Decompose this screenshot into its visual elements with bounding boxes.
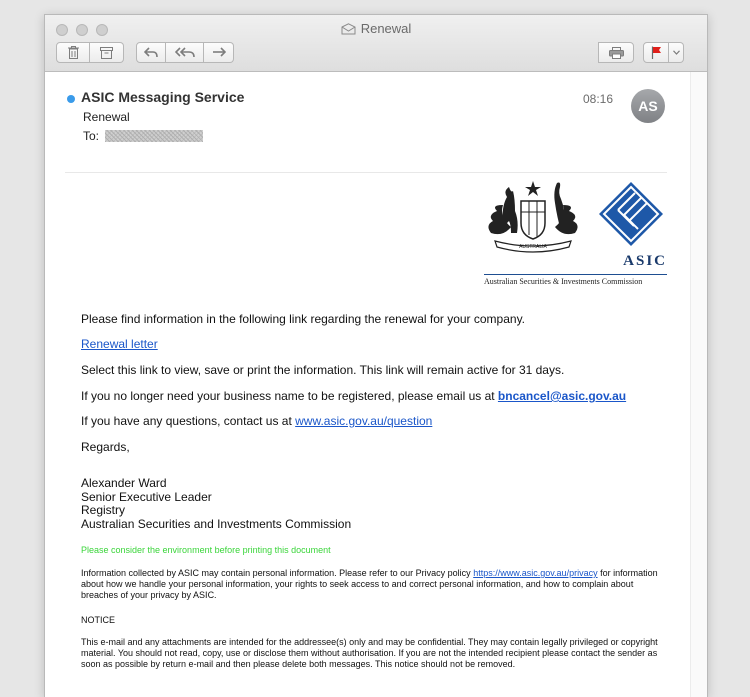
to-row xyxy=(83,129,203,143)
cancel-email-link[interactable]: bncancel@asic.gov.au xyxy=(497,389,627,403)
print-icon xyxy=(609,47,624,59)
signature-title: Senior Executive Leader xyxy=(81,489,212,504)
message-time: 08:16 xyxy=(582,92,613,106)
sender-name[interactable]: ASIC Messaging Service xyxy=(81,89,245,105)
signature-block xyxy=(81,477,351,531)
asic-full-name: Australian Securities & Investments Commission xyxy=(484,277,643,286)
window-title xyxy=(45,21,707,36)
reply-group xyxy=(136,42,234,63)
privacy-text-1: Information collected by ASIC may contain personal information. Please refer to our Privacy policy xyxy=(81,568,474,578)
privacy-paragraph xyxy=(81,568,667,601)
svg-text:AUSTRALIA: AUSTRALIA xyxy=(519,244,547,250)
privacy-policy-link[interactable]: https://www.asic.gov.au/privacy xyxy=(473,568,598,578)
to-label: To: xyxy=(83,129,100,143)
privacy-text-2: for information about how we handle your personal information, your rights to seek access to and correct personal information, and how to complain about breaches of your privacy by ASIC. xyxy=(81,568,658,600)
mail-window xyxy=(44,14,708,697)
select-link-text: Select this link to view, save or print the information. This link will remain active for 31 days. xyxy=(81,363,565,377)
flag-icon xyxy=(651,46,662,59)
message-body xyxy=(45,173,691,309)
question-link[interactable]: www.asic.gov.au/question xyxy=(295,414,433,428)
logo-divider xyxy=(484,274,667,275)
delete-archive-group xyxy=(56,42,124,63)
message-subject: Renewal xyxy=(83,110,130,124)
forward-icon xyxy=(212,47,226,58)
signature-dept: Registry xyxy=(81,503,126,517)
environment-note: Please consider the environment before printing this document xyxy=(81,545,331,555)
reply-all-button[interactable] xyxy=(166,42,204,63)
recipient-redacted[interactable] xyxy=(105,130,203,142)
chevron-down-icon xyxy=(673,50,680,55)
title-bar xyxy=(45,15,707,72)
window-title-text: Renewal xyxy=(360,21,412,36)
flag-menu-button[interactable] xyxy=(669,42,684,63)
delete-button[interactable] xyxy=(56,42,90,63)
message-header xyxy=(65,72,667,173)
vertical-scrollbar[interactable] xyxy=(690,72,707,697)
signature-name: Alexander Ward xyxy=(81,476,167,490)
renewal-link-line xyxy=(81,337,158,351)
questions-line xyxy=(81,414,432,428)
avatar: AS xyxy=(631,89,665,123)
forward-button[interactable] xyxy=(204,42,234,63)
envelope-icon xyxy=(341,23,356,35)
renewal-letter-link[interactable]: Renewal letter xyxy=(81,337,158,351)
notice-heading: NOTICE xyxy=(81,615,116,625)
flag-group xyxy=(643,42,684,63)
archive-button[interactable] xyxy=(90,42,124,63)
intro-text: Please find information in the following link regarding the renewal for your company. xyxy=(81,312,526,326)
notice-text: This e-mail and any attachments are intended for the addressee(s) only and may be confidential. They may contain legally privileged or copyright material. You should not read, copy, use or disclose them without authorisation. If you are not the intended recipient please contact the sender as soon as possible by return e-mail and then please delete both messages. This notice should not be removed. xyxy=(81,637,658,669)
trash-icon xyxy=(68,46,79,59)
reply-icon xyxy=(144,47,158,58)
archive-icon xyxy=(100,47,113,59)
flag-button[interactable] xyxy=(643,42,669,63)
coat-of-arms-logo xyxy=(481,177,585,255)
message-pane[interactable] xyxy=(45,72,691,697)
print-group xyxy=(598,42,634,63)
no-longer-line xyxy=(81,389,626,403)
logo-row xyxy=(81,173,667,309)
signature-org: Australian Securities and Investments Commission xyxy=(81,516,352,531)
reply-button[interactable] xyxy=(136,42,166,63)
asic-wordmark: ASIC xyxy=(623,253,667,269)
reply-all-icon xyxy=(175,47,195,58)
no-longer-text: If you no longer need your business name to be registered, please email us at xyxy=(81,389,498,403)
asic-logo-mark xyxy=(598,181,664,247)
print-button[interactable] xyxy=(598,42,634,63)
unread-indicator xyxy=(67,95,75,103)
regards-text: Regards, xyxy=(81,440,130,454)
questions-text: If you have any questions, contact us at xyxy=(81,414,296,428)
